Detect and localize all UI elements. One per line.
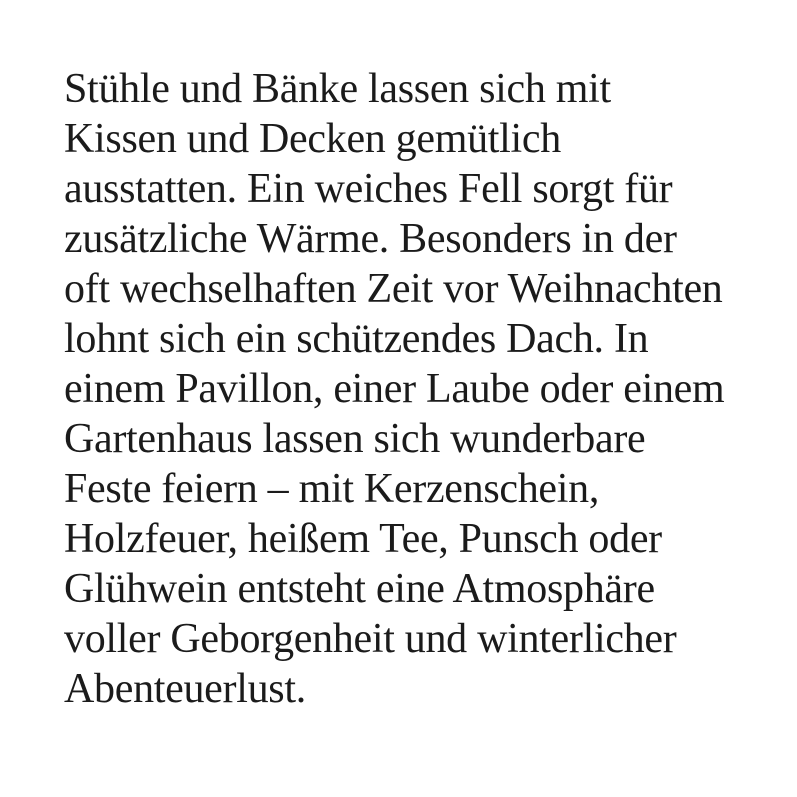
text-line: Kissen und Decken gemütlich bbox=[64, 116, 561, 162]
text-line: ausstatten. Ein weiches Fell sorgt für bbox=[64, 166, 673, 212]
text-line: Feste feiern – mit Kerzenschein, bbox=[64, 466, 600, 512]
text-line: einem Pavillon, einer Laube oder einem bbox=[64, 366, 725, 412]
text-line: Stühle und Bänke lassen sich mit bbox=[64, 66, 611, 112]
text-line: Gartenhaus lassen sich wunderbare bbox=[64, 416, 646, 462]
text-line: voller Geborgenheit und winterlicher bbox=[64, 616, 677, 662]
text-line: Glühwein entsteht eine Atmosphäre bbox=[64, 566, 655, 612]
text-line: Holzfeuer, heißem Tee, Punsch oder bbox=[64, 516, 662, 562]
text-line: Abenteuerlust. bbox=[64, 666, 306, 712]
text-line: oft wechselhaften Zeit vor Weihnachten bbox=[64, 266, 723, 312]
text-line: lohnt sich ein schützendes Dach. In bbox=[64, 316, 649, 362]
text-line: zusätzliche Wärme. Besonders in der bbox=[64, 216, 677, 262]
